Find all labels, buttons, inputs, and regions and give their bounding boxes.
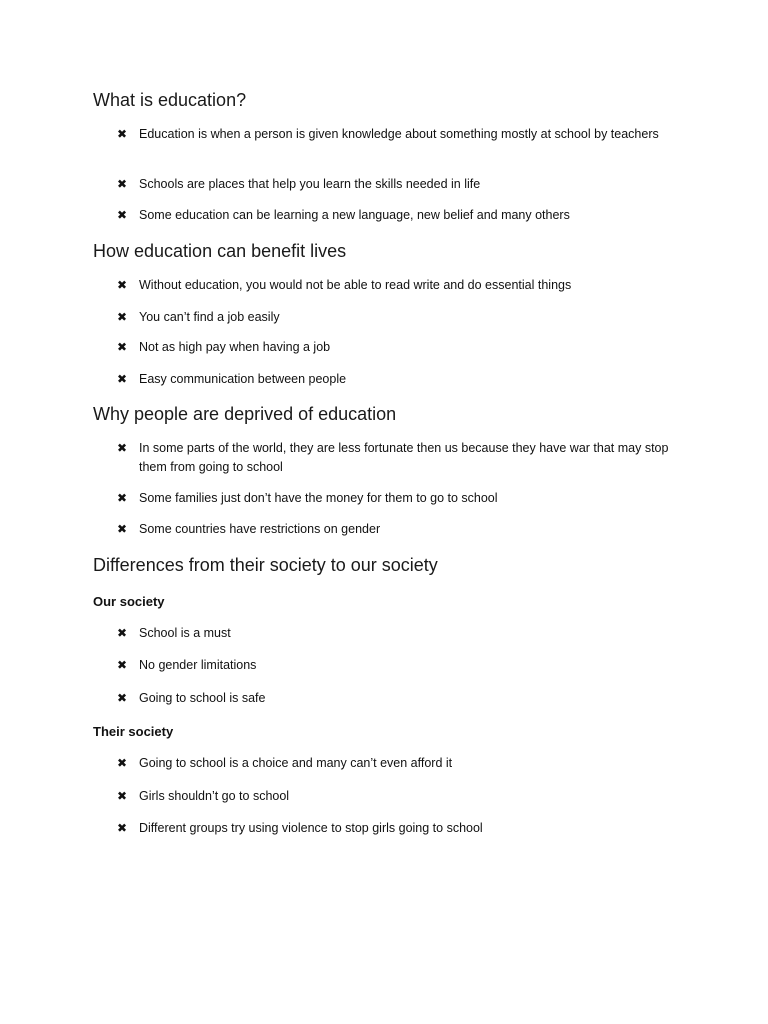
list-item-text: Some countries have restrictions on gender	[139, 522, 381, 536]
list-item-text: In some parts of the world, they are less fortunate then us because they have war that may stop them from going to school	[139, 441, 669, 474]
list-item	[117, 125, 677, 144]
list-item	[117, 754, 677, 773]
x-bullet-icon: ✖	[117, 626, 128, 640]
list-item	[117, 308, 677, 327]
list-item-text: Easy communication between people	[139, 372, 347, 386]
x-bullet-icon: ✖	[117, 522, 128, 536]
list-item	[117, 338, 677, 357]
list-item	[117, 819, 677, 838]
list-item-text: Without education, you would not be able to read write and do essential things	[139, 278, 572, 292]
x-bullet-icon: ✖	[117, 340, 128, 354]
section-heading: Why people are deprived of education	[93, 404, 397, 424]
x-bullet-icon: ✖	[117, 789, 128, 803]
list-item	[117, 370, 677, 389]
x-bullet-icon: ✖	[117, 821, 128, 835]
list-item-text: No gender limitations	[139, 658, 257, 672]
subsection-heading-our-society: Our society	[93, 594, 165, 609]
list-item-text: Going to school is a choice and many can’t even afford it	[139, 756, 453, 770]
list-item-text: Going to school is safe	[139, 691, 266, 705]
list-item	[117, 439, 677, 477]
list-item	[117, 489, 677, 508]
list-item	[117, 689, 677, 708]
list-item	[117, 175, 677, 194]
list-item-text: Some families just don’t have the money for them to go to school	[139, 491, 498, 505]
section-heading: What is education?	[93, 90, 247, 110]
list-item	[117, 624, 677, 643]
list-item	[117, 520, 677, 539]
section-heading: How education can benefit lives	[93, 241, 347, 261]
x-bullet-icon: ✖	[117, 491, 128, 505]
x-bullet-icon: ✖	[117, 756, 128, 770]
x-bullet-icon: ✖	[117, 177, 128, 191]
list-item-text: Not as high pay when having a job	[139, 340, 331, 354]
subsection-heading-their-society: Their society	[93, 724, 174, 739]
x-bullet-icon: ✖	[117, 310, 128, 324]
list-item-text: Schools are places that help you learn the skills needed in life	[139, 177, 481, 191]
list-item	[117, 787, 677, 806]
list-item	[117, 276, 677, 295]
list-item-text: Girls shouldn’t go to school	[139, 789, 290, 803]
section-heading: Differences from their society to our society	[93, 555, 438, 575]
list-item-text: Different groups try using violence to stop girls going to school	[139, 821, 483, 835]
list-item	[117, 656, 677, 675]
x-bullet-icon: ✖	[117, 441, 128, 455]
list-item-text: Some education can be learning a new language, new belief and many others	[139, 208, 570, 222]
x-bullet-icon: ✖	[117, 658, 128, 672]
x-bullet-icon: ✖	[117, 127, 128, 141]
x-bullet-icon: ✖	[117, 691, 128, 705]
x-bullet-icon: ✖	[117, 208, 128, 222]
list-item-text: School is a must	[139, 626, 231, 640]
x-bullet-icon: ✖	[117, 278, 128, 292]
list-item	[117, 206, 677, 225]
x-bullet-icon: ✖	[117, 372, 128, 386]
list-item-text: You can’t find a job easily	[139, 310, 280, 324]
list-item-text: Education is when a person is given knowledge about something mostly at school by teachers	[139, 127, 659, 141]
